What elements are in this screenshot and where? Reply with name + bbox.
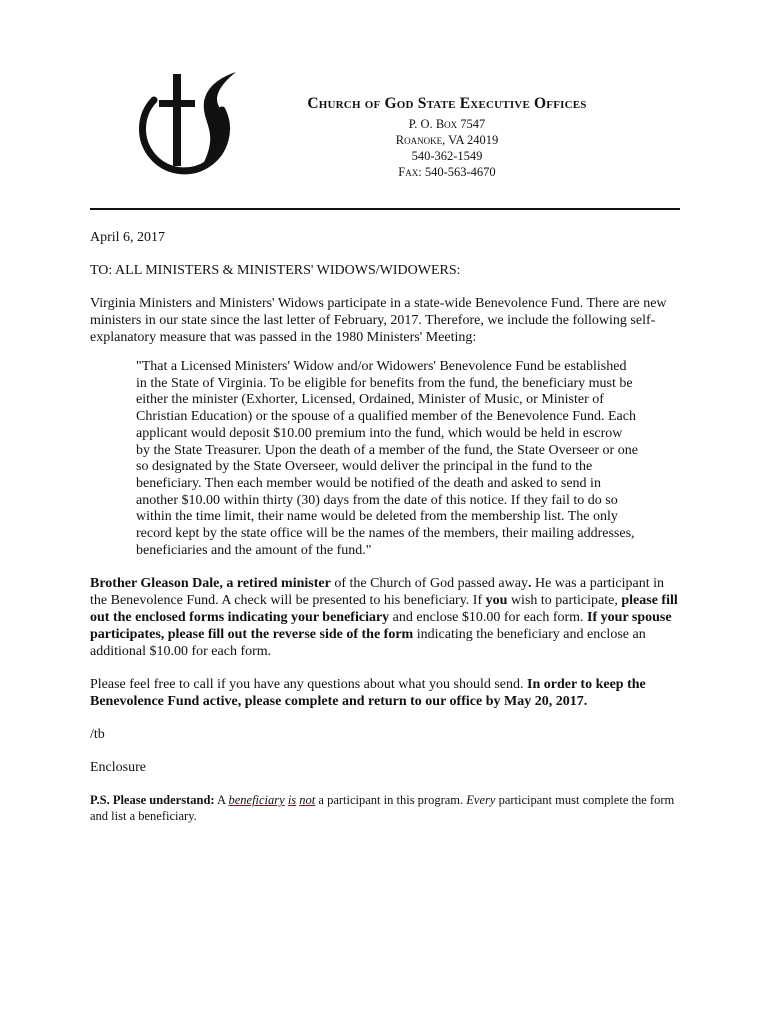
letterhead	[262, 96, 632, 180]
deadline-paragraph: Please feel free to call if you have any questions about what you should send. In order to keep the Benevolence Fund active, please complete and return to our office by May 20, 2017.	[90, 677, 646, 710]
announcement-paragraph: Brother Gleason Dale, a retired minister of the Church of God passed away. He was a participant in the Benevolence Fund. A check will be presented to his beneficiary. If you wish to participate, please fill out the enclosed forms indicating your beneficiary and enclose $10.00 for each form. If your spouse participates, please fill out the reverse side of the form indicating the beneficiary and enclose an additional $10.00 for each form.	[90, 576, 678, 660]
letterhead-city: Roanoke, VA 24019	[395, 133, 499, 147]
letterhead-title: Church of God State Executive Offices	[307, 95, 587, 112]
letter-date: April 6, 2017	[90, 230, 166, 245]
postscript: P.S. Please understand: A beneficiary is not a participant in this program. Every participant must complete the form and list a beneficiary.	[90, 793, 675, 824]
letterhead-fax: Fax: 540-563-4670	[398, 165, 496, 179]
letter-body	[90, 229, 680, 840]
letterhead-po-box: P. O. Box 7547	[408, 117, 486, 131]
enclosure-note: Enclosure	[90, 760, 146, 776]
church-of-god-logo-icon	[132, 70, 242, 188]
typist-initials: /tb	[90, 727, 105, 743]
letter-intro-paragraph: Virginia Ministers and Ministers' Widows participate in a state-wide Benevolence Fund. There are new ministers in our state since the last letter of February, 2017. Therefore, we include the following self-explanatory measure that was passed in the 1980 Ministers' Meeting:	[90, 296, 667, 345]
letter-salutation: TO: ALL MINISTERS & MINISTERS' WIDOWS/WIDOWERS:	[90, 263, 461, 278]
quoted-measure: "That a Licensed Ministers' Widow and/or Widowers' Benevolence Fund be established in the State of Virginia. To be eligible for benefits from the fund, the beneficiary must be either the minister (Exhorter, Licensed, Ordained, Minister of Music, or Minister of Christian Education) or the spouse of a qualified member of the Benevolence Fund. Each applicant would deposit $10.00 premium into the fund, which would be held in escrow by the State Treasurer. Upon the death of a member of the fund, the State Overseer or one so designated by the State Overseer, would deliver the principal in the fund to the beneficiary. Then each member would be notified of the death and asked to send in another $10.00 within thirty (30) days from the date of this notice. If they fail to do so within the time limit, their name would be deleted from the membership list. The only record kept by the state office will be the names of the members, their mailing addresses, beneficiaries and the amount of the fund."	[136, 359, 638, 558]
letterhead-divider	[90, 208, 680, 210]
letterhead-phone: 540-362-1549	[411, 149, 483, 163]
